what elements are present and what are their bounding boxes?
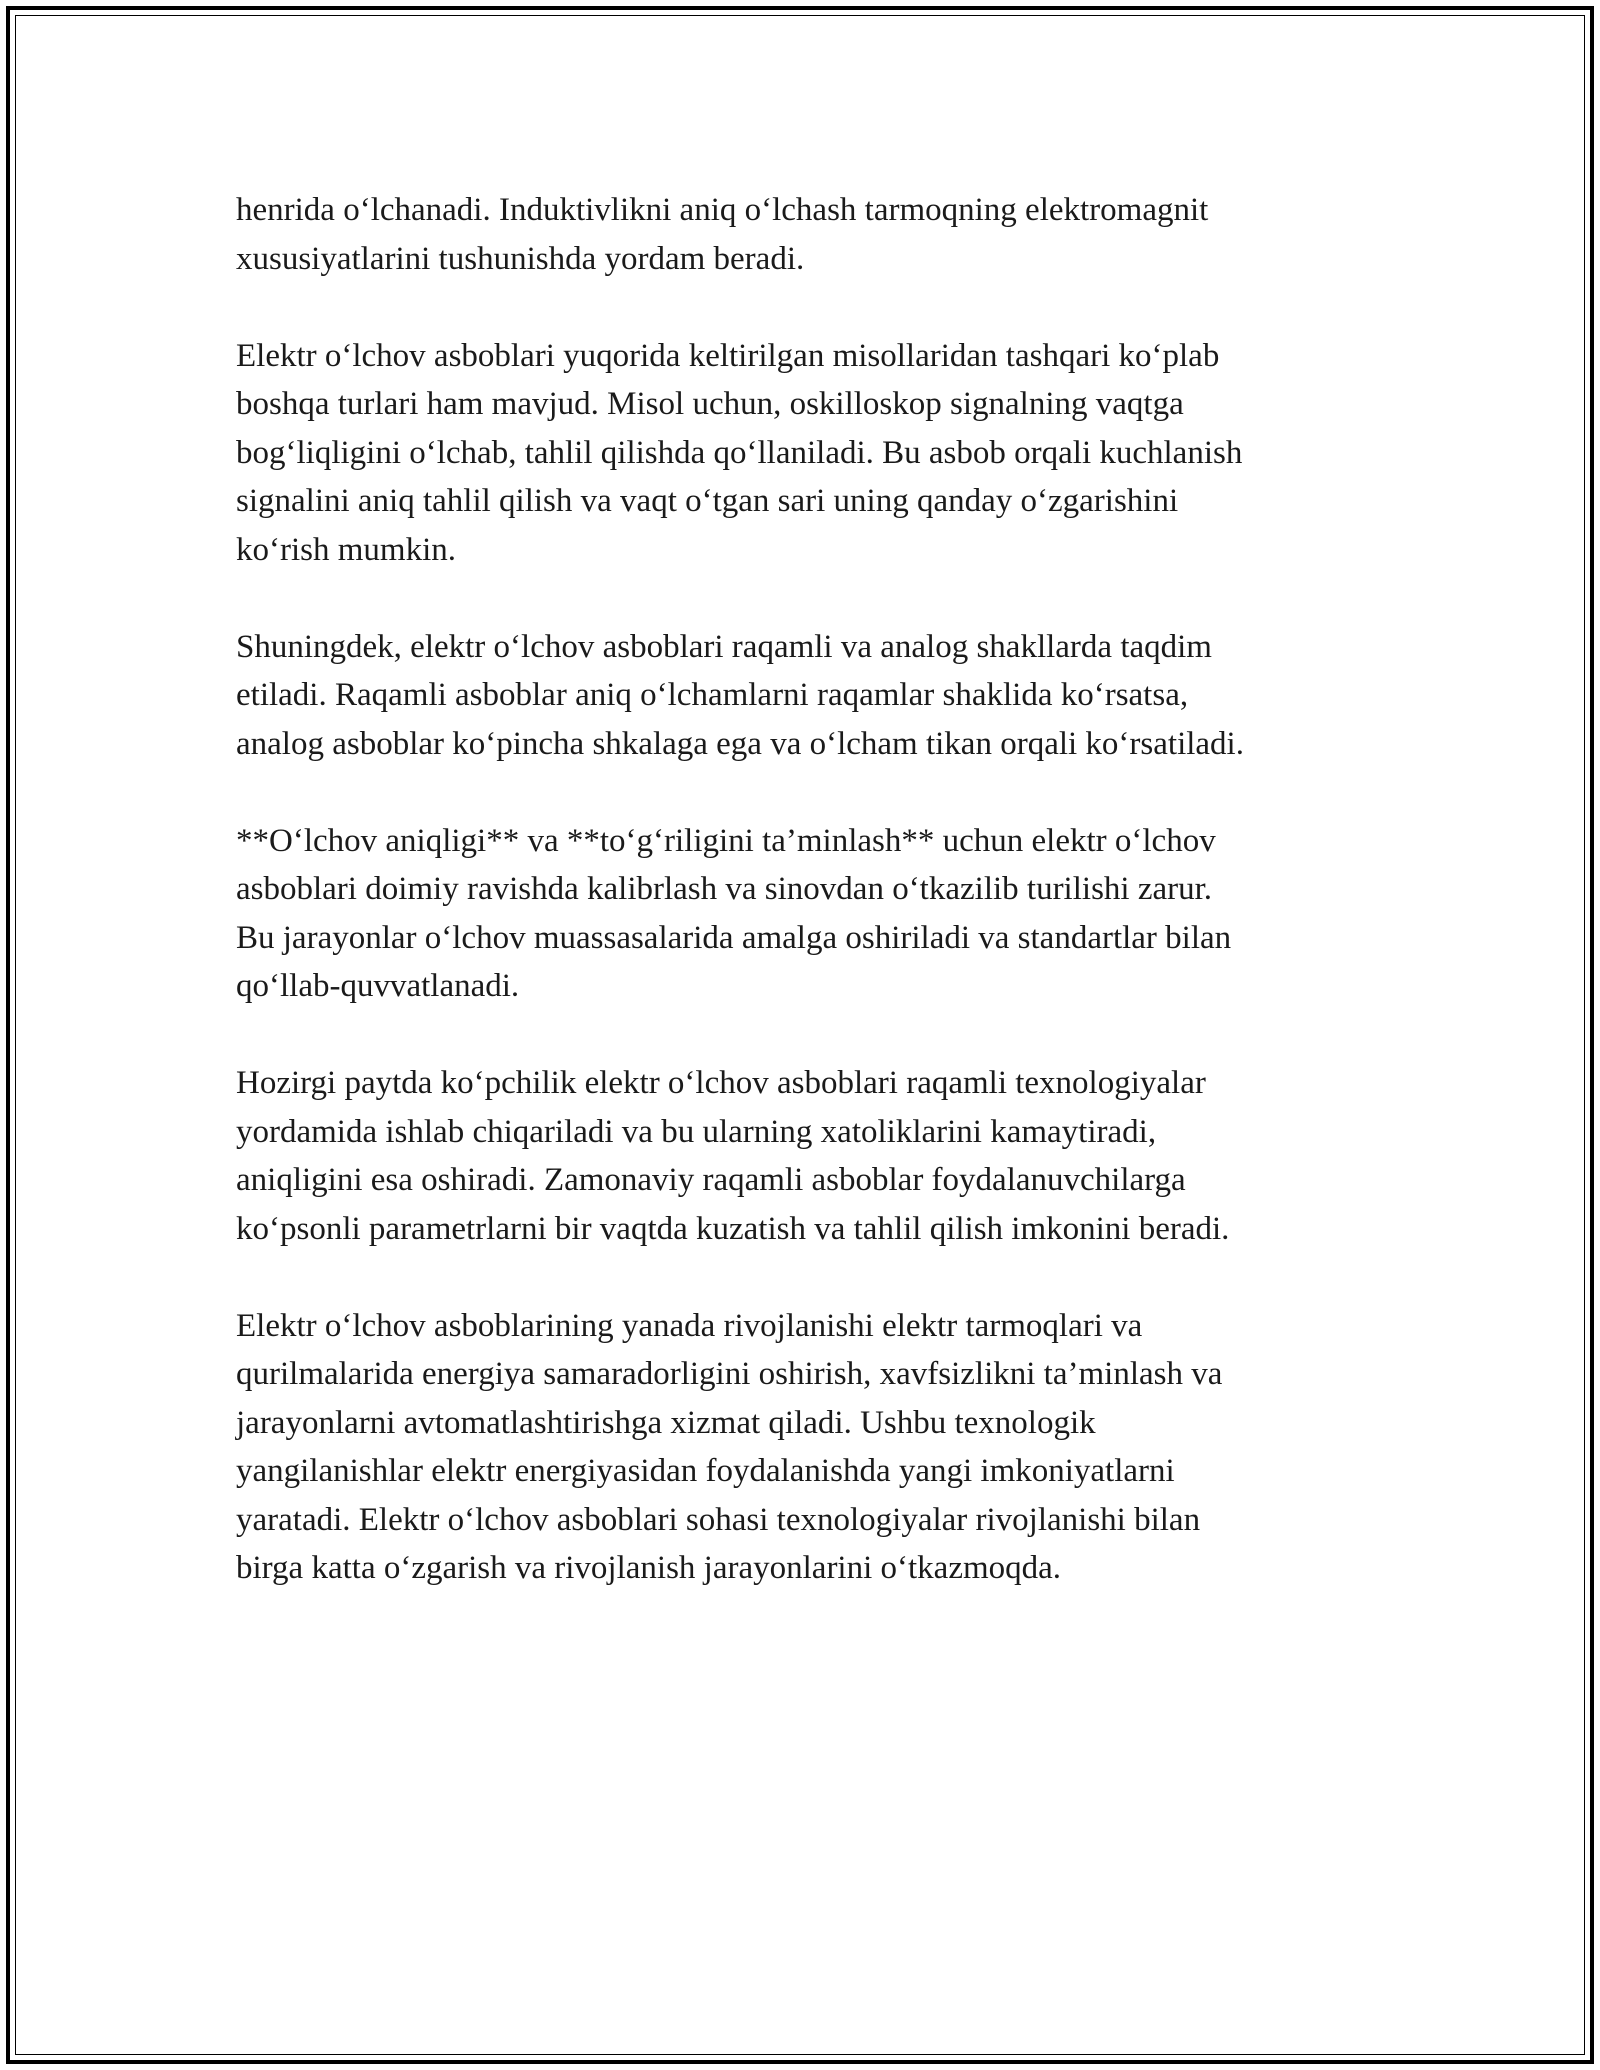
paragraph-oscilloscope — [236, 332, 1386, 575]
paragraph-inductance — [236, 186, 1386, 283]
text-line: jarayonlarni avtomatlashtirishga xizmat qiladi. Ushbu texnologik — [236, 1404, 1096, 1441]
text-line: qurilmalarida energiya samaradorligini oshirish, xavfsizlikni ta’minlash va — [236, 1356, 1223, 1392]
text-line: yangilanishlar elektr energiyasidan foydalanishda yangi imkoniyatlarni — [236, 1453, 1175, 1489]
text-line: asboblari doimiy ravishda kalibrlash va sinovdan o‘tkazilib turilishi zarur. — [236, 871, 1213, 907]
text-line: etiladi. Raqamli asboblar aniq o‘lchamlarni raqamlar shaklida ko‘rsatsa, — [236, 677, 1189, 713]
text-line: Elektr o‘lchov asboblarining yanada rivojlanishi elektr tarmoqlari va — [236, 1307, 1143, 1344]
text-line: Shuningdek, elektr o‘lchov asboblari raqamli va analog shakllarda taqdim — [236, 628, 1212, 665]
text-line: analog asboblar ko‘pincha shkalaga ega va o‘lcham tikan orqali ko‘rsatiladi. — [236, 725, 1244, 762]
text-line: ko‘rish mumkin. — [236, 531, 456, 568]
text-line: bog‘liqligini o‘lchab, tahlil qilishda qo‘llaniladi. Bu asbob orqali kuchlanish — [236, 434, 1243, 471]
text-line: aniqligini esa oshiradi. Zamonaviy raqamli asboblar foydalanuvchilarga — [236, 1162, 1186, 1198]
text-line: yordamida ishlab chiqariladi va bu ularning xatoliklarini kamaytiradi, — [236, 1113, 1157, 1150]
paragraph-accuracy — [236, 817, 1386, 1011]
text-line: signalini aniq tahlil qilish va vaqt o‘tgan sari uning qanday o‘zgarishini — [236, 483, 1179, 519]
text-line: yaratadi. Elektr o‘lchov asboblari sohasi texnologiyalar rivojlanishi bilan — [236, 1501, 1201, 1538]
text-line: boshqa turlari ham mavjud. Misol uchun, oskilloskop signalning vaqtga — [236, 386, 1184, 422]
text-line: Hozirgi paytda ko‘pchilik elektr o‘lchov asboblari raqamli texnologiyalar — [236, 1065, 1206, 1101]
paragraph-modern-digital — [236, 1059, 1386, 1253]
paragraph-digital-analog — [236, 623, 1386, 769]
text-line: **O‘lchov aniqligi** va **to‘g‘riligini ta’minlash** uchun elektr o‘lchov — [236, 822, 1216, 859]
text-line: qo‘llab-quvvatlanadi. — [236, 968, 520, 1004]
text-line: henrida o‘lchanadi. Induktivlikni aniq o‘lchash tarmoqning elektromagnit — [236, 192, 1209, 228]
document-body — [236, 186, 1386, 1641]
text-line: Bu jarayonlar o‘lchov muassasalarida amalga oshiriladi va standartlar bilan — [236, 919, 1232, 956]
text-line: xususiyatlarini tushunishda yordam beradi. — [236, 240, 805, 277]
text-line: Elektr o‘lchov asboblari yuqorida keltirilgan misollaridan tashqari ko‘plab — [236, 337, 1220, 374]
text-line: ko‘psonli parametrlarni bir vaqtda kuzatish va tahlil qilish imkonini beradi. — [236, 1210, 1230, 1247]
paragraph-development — [236, 1302, 1386, 1593]
text-line: birga katta o‘zgarish va rivojlanish jarayonlarini o‘tkazmoqda. — [236, 1550, 1062, 1586]
